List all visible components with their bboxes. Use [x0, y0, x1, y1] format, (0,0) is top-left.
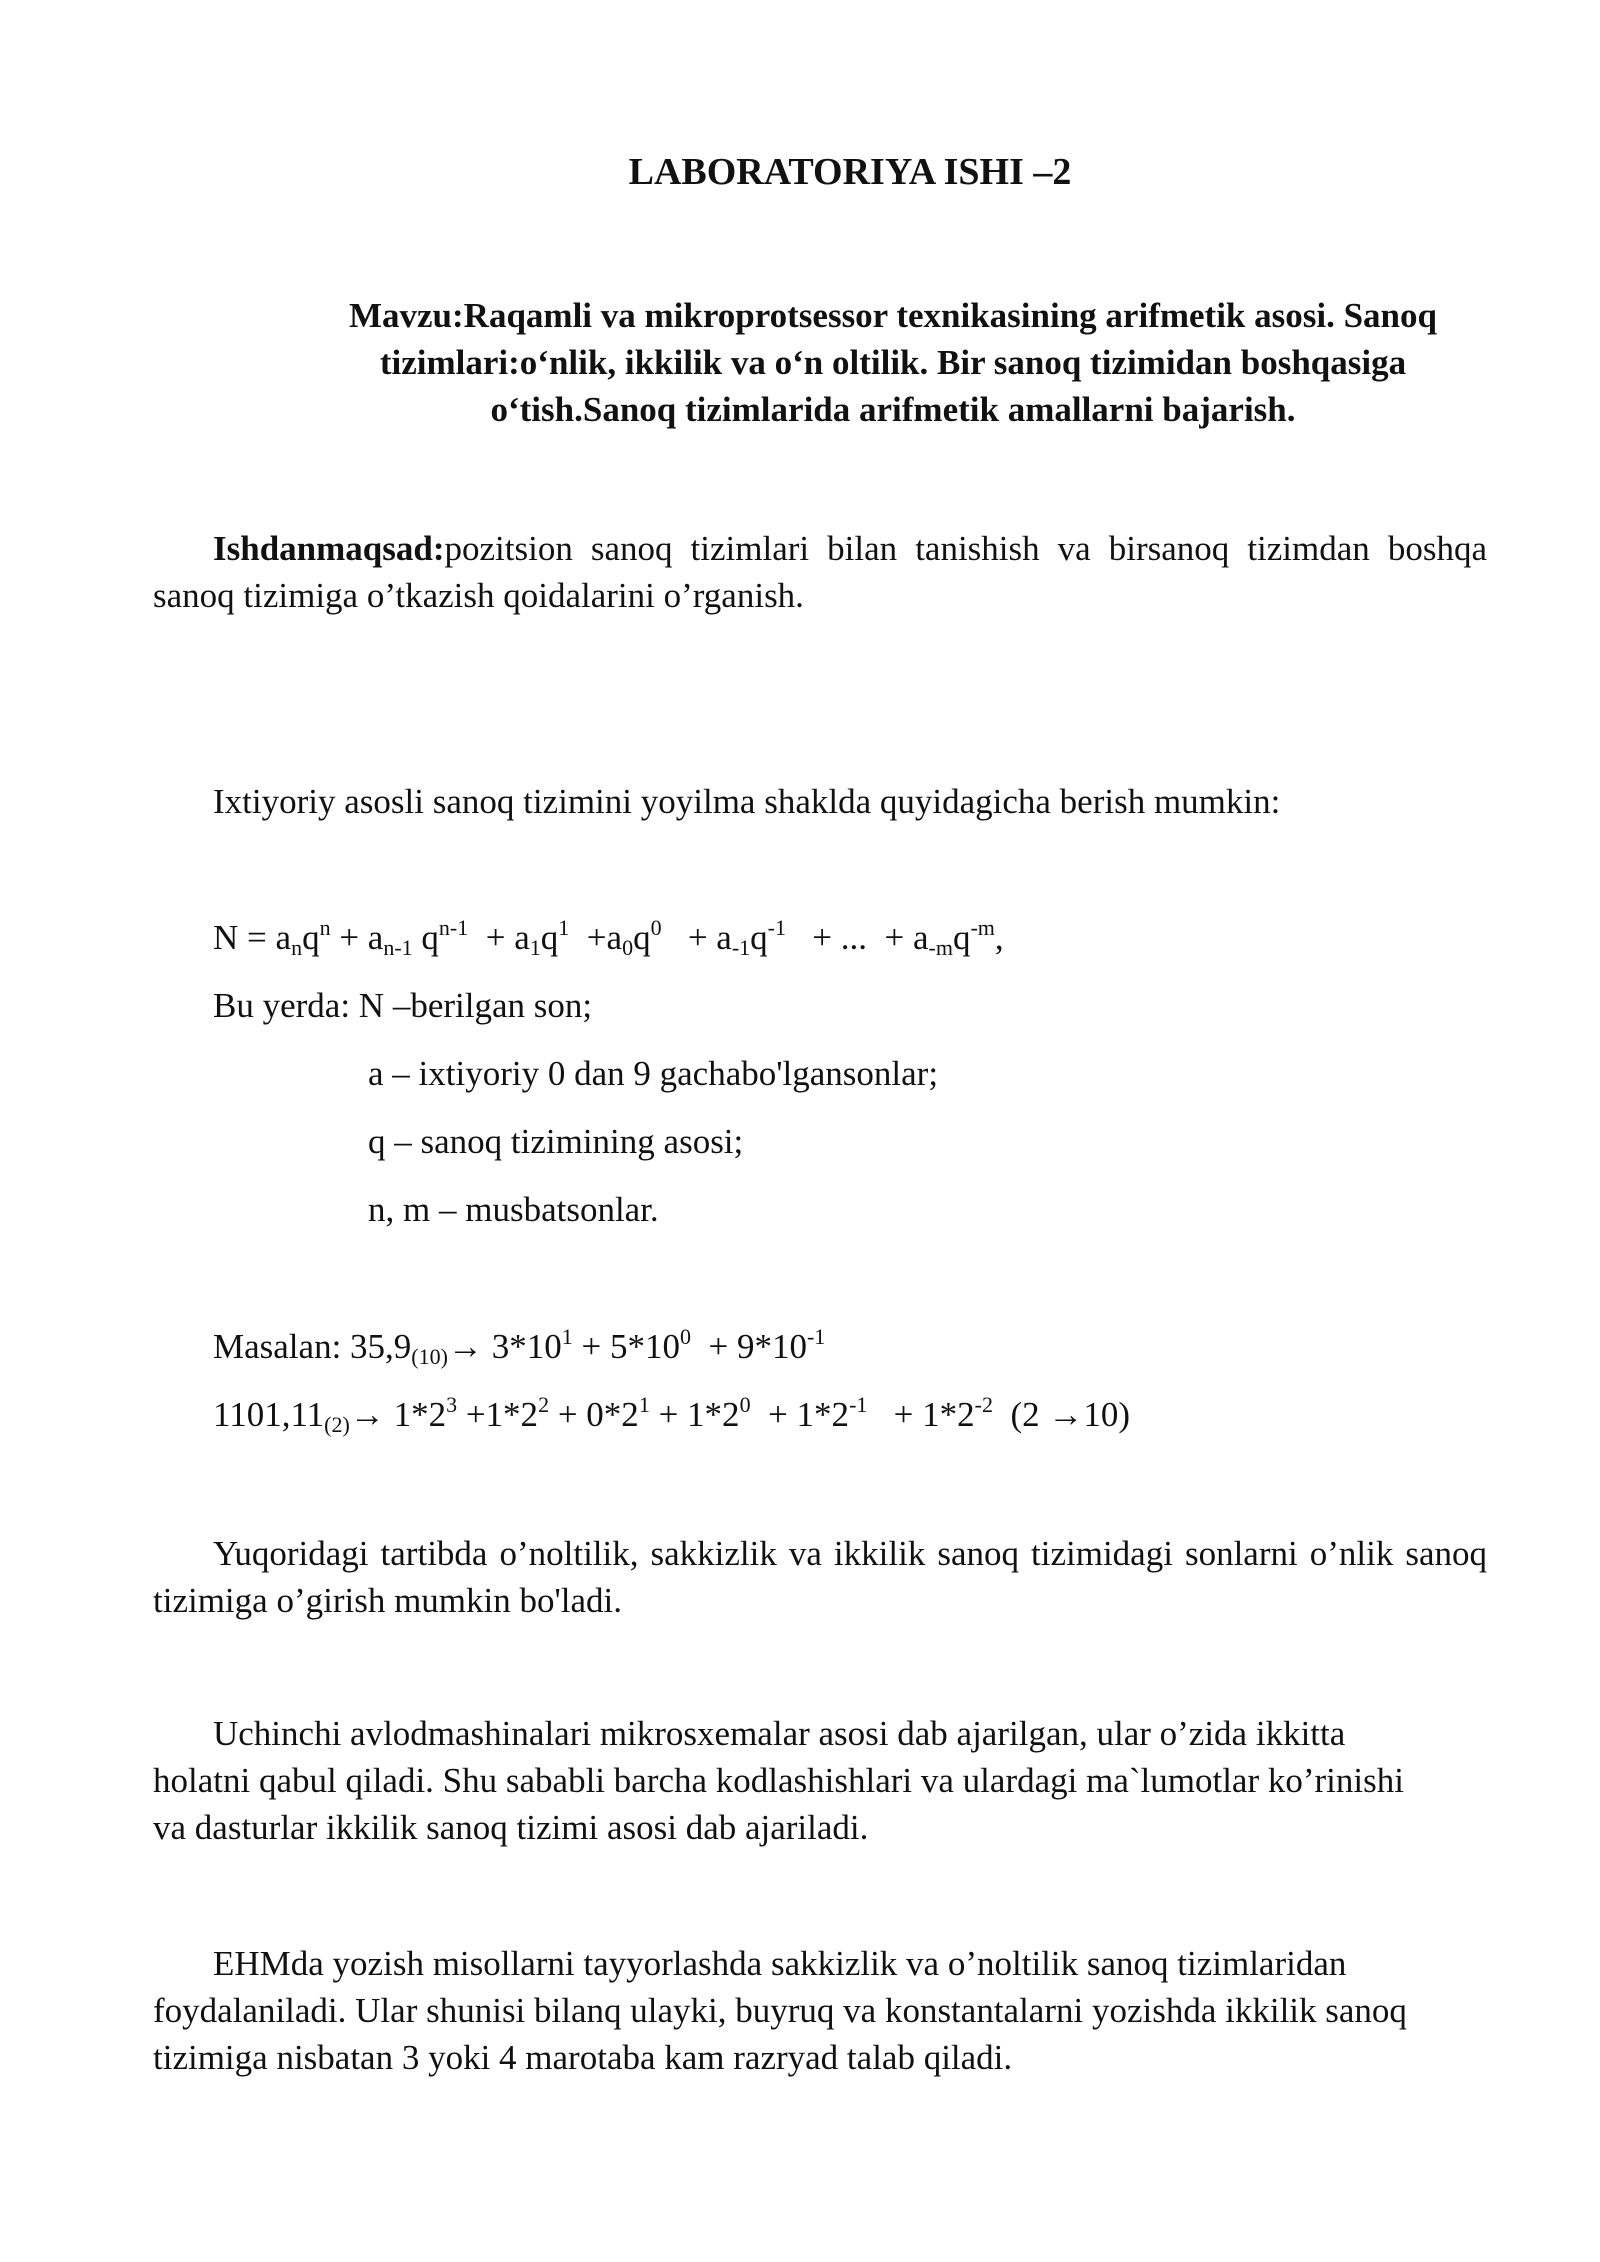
intro-line: Ixtiyoriy asosli sanoq tizimini yoyilma shaklda quyidagicha berish mumkin: — [213, 782, 1281, 821]
example-binary: $1101,11_{(2)}\to 1*2^3 +1*2^2 + 0*2^1 + 1*2^0 + 1*2^{-1} + 1*2^{-2}$ (2 →10) — [213, 1392, 1131, 1437]
where-item: a – ixtiyoriy 0 dan 9 gachabo'lgansonlar; — [368, 1054, 939, 1093]
where-item: q – sanoq tizimining asosi; — [368, 1122, 744, 1161]
goal-paragraph — [153, 525, 1487, 619]
ehm-paragraph: EHMda yozish misollarni tayyorlashda sakkizlik va o’noltilik sanoq tizimlaridan foydalaniladi. Ular shunisi bilanq ulayki, buyruq va konstantalarni yozishda ikkilik sanoq tizimiga nisbatan 3 yoki 4 marotaba kam razryad talab qiladi. — [153, 1944, 1407, 2077]
conversion-paragraph: Yuqoridagi tartibda o’noltilik, sakkizlik va ikkilik sanoq tizimidagi sonlarni o’nlik sanoq tizimiga o’girish mumkin bo'ladi. — [153, 1534, 1487, 1620]
example-decimal: Masalan: $35,9_{(10)}\to 3*10^1 + 5*10^0 + 9*10^{-1}$ — [213, 1324, 826, 1369]
where-item: n, m – musbatsonlar. — [368, 1190, 659, 1229]
page-title: LABORATORIYA ISHI –2 — [628, 151, 1072, 193]
goal-text: pozitsion sanoq tizimlari bilan tanishish va birsanoq tizimdan boshqa sanoq tizimiga o’tkazish qoidalarini o’rganish. — [153, 529, 1487, 615]
formula-line: $N = a_nq^n + a_{n-1}$ $q^{n-1} + a_1q^1 +a_0q^0 + a_{-1}q^{-1}$ + ... + $a_{-m}q^{-m}$, — [213, 915, 1004, 960]
generation-paragraph: Uchinchi avlodmashinalari mikrosxemalar asosi dab ajarilgan, ular o’zida ikkitta holatni qabul qiladi. Shu sababli barcha kodlashishlari va ulardagi ma`lumotlar ko’rinishi va dasturlar ikkilik sanoq tizimi asosi dab ajariladi. — [153, 1714, 1404, 1847]
where-header: Bu yerda: N –berilgan son; — [213, 986, 593, 1025]
goal-label: Ishdanmaqsad: — [213, 529, 445, 568]
topic-heading: Mavzu:Raqamli va mikroprotsessor texnikasining arifmetik asosi. Sanoq tizimlari:o‘nlik, ikkilik va o‘n oltilik. Bir sanoq tizimidan boshqasiga o‘tish.Sanoq tizimlarida arifmetik amallarni bajarish. — [348, 296, 1437, 429]
